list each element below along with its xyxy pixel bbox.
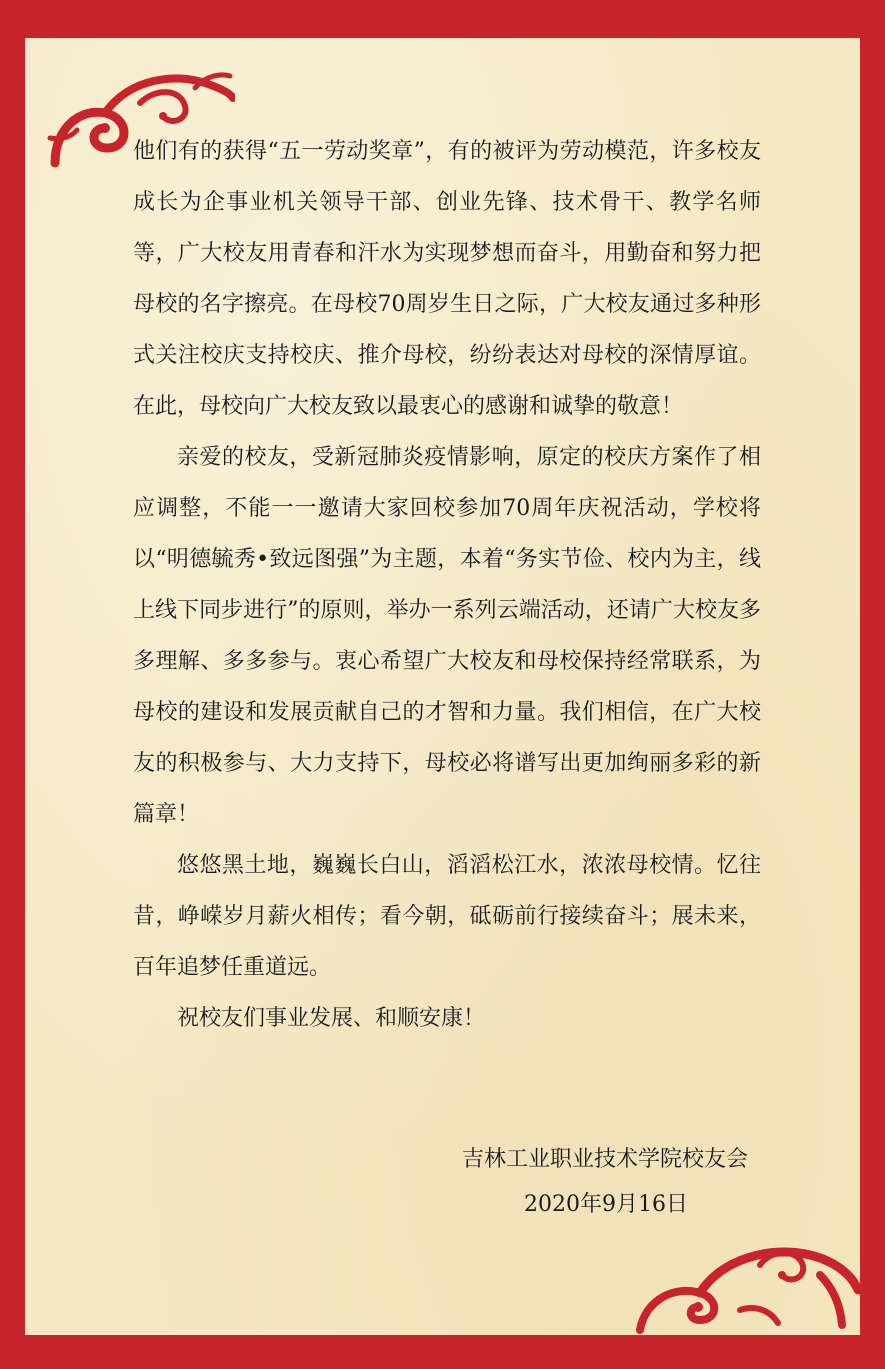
signature-date: 2020年9月16日 <box>524 1192 688 1217</box>
paragraph-homeland: 悠悠黑土地，巍巍长白山，滔滔松江水，浓浓母校情。忆往昔，峥嵘岁月薪火相传；看今朝，砥砺前行接续奋斗；展未来，百年追梦任重道远。 <box>133 853 761 980</box>
signature-organization: 吉林工业职业技术学院校友会 <box>461 1147 748 1172</box>
paragraph-wishes: 祝校友们事业发展、和顺安康！ <box>177 1006 486 1031</box>
paragraph-celebration-plan: 亲爱的校友，受新冠肺炎疫情影响，原定的校庆方案作了相应调整，不能一一邀请大家回校参加70周年庆祝活动，学校将以“明德毓秀•致远图强”为主题，本着“务实节俭、校内为主，线上线下同步进行”的原则，举办一系列云端活动，还请广大校友多多理解、多多参与。衷心希望广大校友和母校保持经常联系，为母校的建设和发展贡献自己的才智和力量。我们相信，在广大校友的积极参与、大力支持下，母校必将谱写出更加绚丽多彩的新篇章！ <box>133 445 761 827</box>
cloud-ornament-bottom-right-icon <box>620 1215 860 1335</box>
paragraph-achievements: 他们有的获得“五一劳动奖章”，有的被评为劳动模范，许多校友成长为企事业机关领导干部、创业先锋、技术骨干、教学名师等，广大校友用青春和汗水为实现梦想而奋斗，用勤奋和努力把母校的名字擦亮。在母校70周岁生日之际，广大校友通过多种形式关注校庆支持校庆、推介母校，纷纷表达对母校的深情厚谊。在此，母校向广大校友致以最衷心的感谢和诚挚的敬意！ <box>133 139 761 419</box>
paper-background <box>25 38 860 1335</box>
letter-body <box>133 126 761 1044</box>
